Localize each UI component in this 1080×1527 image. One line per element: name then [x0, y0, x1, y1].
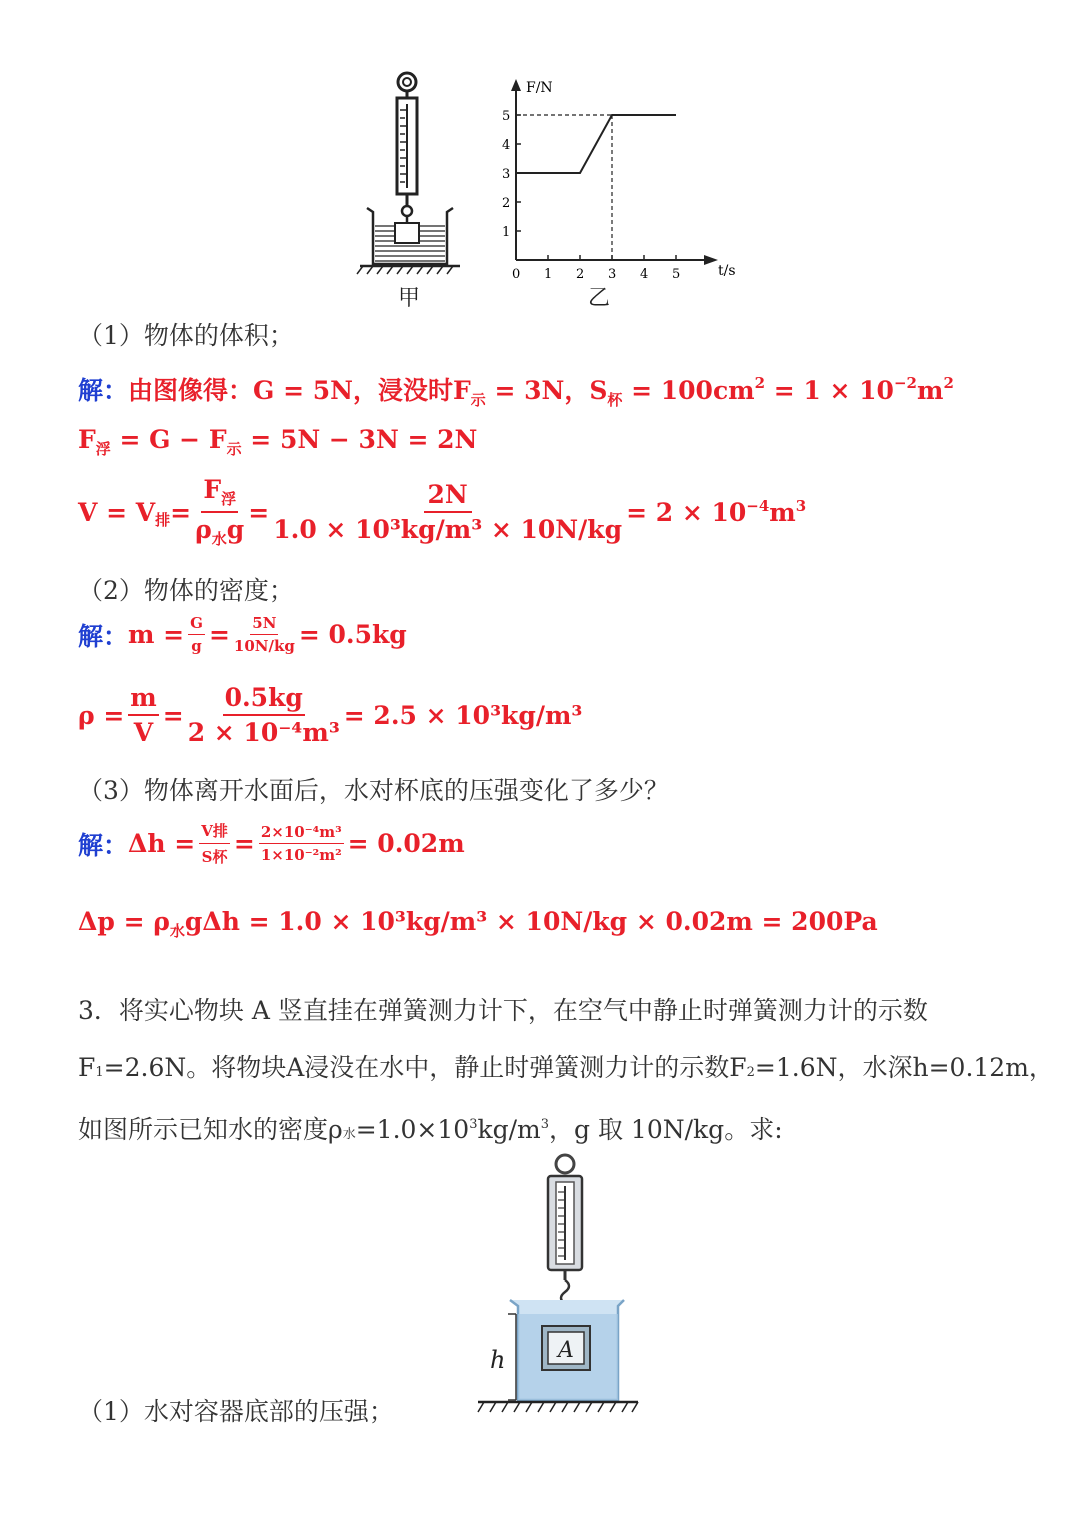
sol7-b: gΔh = 1.0 × 10³kg/m³ × 10N/kg × 0.02m = 200Pa [184, 907, 878, 936]
sol4-f1-num: G [188, 614, 205, 635]
sol4-res: = 0.5kg [298, 620, 407, 649]
solution-line-1 [78, 371, 954, 410]
sol2-sub2: 示 [226, 440, 242, 458]
figure-jia-label: 甲 [398, 286, 421, 311]
p3-line2-a: F [78, 1053, 96, 1082]
p3-line3-sub: 水 [342, 1127, 356, 1142]
sol6-f1-num: V排 [199, 820, 230, 844]
p3-line3-c: kg/m [477, 1115, 541, 1144]
y-tick-label: 1 [502, 225, 511, 240]
sol3-f1-den-sub: 水 [211, 530, 227, 548]
ft-graph [490, 75, 750, 305]
sol3-res: = 2 × 10 [626, 497, 747, 527]
sol1-sup: 2 [754, 374, 766, 392]
fraction-height-calc [259, 823, 344, 864]
sol4-f2-den: 10N/kg [233, 637, 295, 655]
fraction-density-calc [188, 683, 340, 747]
y-axis-label: F/N [526, 80, 553, 96]
sol1-mid: = 3N，S [485, 376, 608, 405]
sol4-f2-num: 5N [250, 614, 278, 635]
sol4-a: m = [128, 620, 185, 649]
sol6-f2-num: 2×10⁻⁴m³ [259, 823, 344, 844]
y-tick-label: 3 [502, 167, 511, 182]
p3-line3-b: =1.0×10 [355, 1115, 470, 1144]
fraction-f-buoyancy-over-rho-g [195, 475, 244, 549]
fraction-mass-calc [234, 614, 295, 655]
problem-3-line-2 [78, 1040, 1054, 1101]
sol3-eq2: = [248, 497, 270, 527]
sol7-sub: 水 [169, 922, 185, 940]
sol6-res: = 0.02m [347, 829, 465, 858]
sol3-f1-num-sub: 浮 [221, 490, 237, 508]
fraction-g-over-g [188, 614, 205, 655]
sol3-a: V = V [78, 497, 156, 527]
problem-3-question-1: （1）水对容器底部的压强； [78, 1397, 394, 1426]
sol4-f1-den: g [191, 637, 202, 655]
x-axis-arrow-icon [704, 255, 718, 265]
sol5-f1-num: m [128, 683, 158, 716]
figure-beaker-with-block [470, 1150, 650, 1425]
sol6-f1-den: S杯 [201, 848, 228, 866]
x-tick-label: 5 [672, 267, 681, 282]
solution-line-3 [78, 475, 806, 549]
figure-jia-spring-scale [355, 70, 470, 310]
sol1-text: 由图像得：G = 5N，浸没时F [128, 376, 471, 405]
solution-line-4: 解： m = $\frac{G}{g}$ = $\frac{5N}{10N/kg}$ = 0.5kg [78, 614, 407, 655]
fraction-volume-calc [273, 480, 622, 544]
sol2-c: = 5N − 3N = 2N [241, 425, 478, 454]
p3-line2-sub1: 1 [95, 1065, 104, 1080]
sol1-sub2: 杯 [607, 391, 623, 409]
solution-prefix-2: 解： [78, 621, 129, 651]
sol3-sub1: 排 [155, 510, 171, 529]
sol3-f1-den: ρ [195, 515, 212, 544]
solution-line-6: 解： Δh = $\frac{\text{V排}}{\text{S杯}}$ = $\frac{\text{2×10⁻⁴m³}}{\text{1×10⁻²m²}}$ = 0.02m [78, 822, 465, 866]
question-1-volume: （1）物体的体积； [78, 321, 294, 350]
question-2-density: （2）物体的密度； [78, 576, 294, 605]
sol2-sub1: 浮 [95, 440, 111, 458]
sol1-tail: = 100cm [622, 376, 755, 405]
x-tick-label: 0 [512, 267, 521, 282]
solution-line-2 [78, 425, 477, 459]
x-tick-label: 2 [576, 267, 585, 282]
solution-prefix-3: 解： [78, 830, 129, 860]
y-tick-label: 5 [502, 109, 511, 124]
x-tick-label: 4 [640, 267, 649, 282]
p3-line3-sup2: 3 [540, 1117, 550, 1132]
p3-line3-sup1: 3 [469, 1117, 478, 1132]
x-axis-label: t/s [718, 263, 736, 279]
sol5-f1-den: V [133, 718, 154, 747]
sol3-f1-num: F [203, 475, 222, 504]
p3-line2-c: =1.6N，水深h=0.12m， [754, 1053, 1054, 1082]
sol6-f2-den: 1×10⁻²m² [260, 846, 342, 864]
solution-line-5: ρ = $\frac{m}{V}$ = $\frac{0.5kg}{\text{2 × 10⁻⁴m³}}$ = 2.5 × 10³kg/m³ [78, 683, 583, 747]
f-t-series-line [516, 115, 676, 173]
sol5-res: = 2.5 × 10³kg/m³ [343, 700, 583, 730]
block-a-label: A [558, 1338, 574, 1363]
sol2-b: = G − F [110, 425, 227, 454]
p3-line3-a: 如图所示已知水的密度ρ [78, 1115, 343, 1144]
question-3-pressure-change: （3）物体离开水面后，水对杯底的压强变化了多少？ [78, 776, 669, 805]
sol1-tail2: = 1 × 10 [765, 376, 894, 405]
p3-line2-b: =2.6N。将物块A浸没在水中，静止时弹簧测力计的示数F [103, 1053, 747, 1082]
sol5-f2-num: 0.5kg [223, 683, 305, 716]
figure-yi-label: 乙 [588, 286, 611, 311]
x-tick-label: 3 [608, 267, 617, 282]
h-label: h [490, 1346, 506, 1374]
sol3-res-sup: −4 [746, 497, 770, 515]
solution-line-7 [78, 907, 878, 941]
y-tick-label: 4 [502, 138, 511, 153]
sol3-f1-den-b: g [226, 515, 245, 544]
fraction-vdisp-over-s [199, 820, 230, 867]
sol1-sup2: −2 [893, 374, 917, 392]
solution-prefix: 解： [78, 376, 129, 405]
sol1-sub: 示 [470, 391, 486, 409]
x-tick-label: 1 [544, 267, 553, 282]
sol6-a: Δh = [128, 829, 196, 858]
sol5-a: ρ = [78, 700, 125, 730]
sol7-a: Δp = ρ [78, 907, 170, 936]
y-axis-arrow-icon [511, 79, 521, 91]
problem-3-line-1: 3．将实心物块 A 竖直挂在弹簧测力计下，在空气中静止时弹簧测力计的示数 [78, 996, 928, 1025]
sol3-res-sup2: 3 [795, 497, 807, 515]
sol3-f2-num: 2N [424, 480, 472, 513]
sol3-eq1: = [170, 497, 192, 527]
sol1-tail3: m [916, 376, 944, 405]
sol2-a: F [78, 425, 96, 454]
problem-3-line-3 [78, 1097, 783, 1163]
sol1-sup3: 2 [943, 374, 954, 392]
fraction-m-over-v [128, 683, 158, 747]
p3-line2-sub2: 2 [746, 1065, 755, 1080]
sol3-f2-den: 1.0 × 10³kg/m³ × 10N/kg [273, 515, 623, 544]
y-tick-label: 2 [502, 196, 511, 211]
sol5-f2-den: 2 × 10⁻⁴m³ [187, 718, 340, 747]
sol3-res-b: m [769, 497, 796, 527]
p3-line3-d: ，g 取 10N/kg。求: [549, 1115, 783, 1144]
